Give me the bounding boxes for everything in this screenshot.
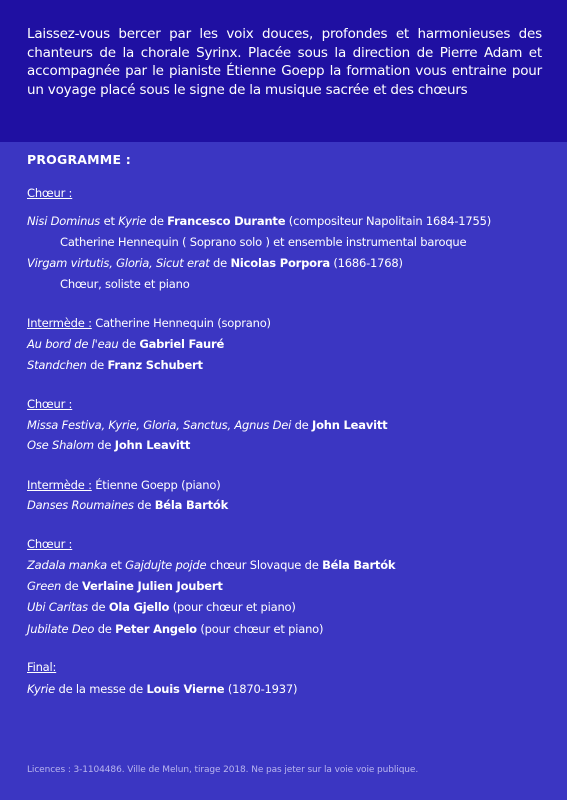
composer-name: Peter Angelo bbox=[115, 622, 197, 636]
connector-text: chœur Slovaque de bbox=[206, 558, 323, 572]
programme-item-bartok-danses bbox=[27, 498, 228, 512]
connector-text: de bbox=[133, 498, 155, 512]
connector-text: et bbox=[100, 214, 119, 228]
programme-item-vierne bbox=[27, 682, 297, 696]
connector-text: de bbox=[146, 214, 168, 228]
connector-text: de bbox=[209, 256, 231, 270]
work-title: Gajdujte pojde bbox=[125, 558, 207, 572]
performer-text: Catherine Hennequin (soprano) bbox=[91, 316, 271, 330]
composer-note: (pour chœur et piano) bbox=[169, 600, 296, 614]
connector-text: de bbox=[291, 418, 312, 432]
programme-heading: PROGRAMME : bbox=[27, 152, 131, 167]
work-title: Ose Shalom bbox=[27, 438, 94, 452]
programme-item-porpora bbox=[27, 256, 403, 270]
work-title: Danses Roumaines bbox=[27, 498, 134, 512]
composer-name: Béla Bartók bbox=[322, 558, 396, 572]
footer-licence: Licences : 3-1104486. Ville de Melun, tirage 2018. Ne pas jeter sur la voie voie publique. bbox=[27, 765, 419, 775]
section-intermede-2 bbox=[27, 478, 221, 492]
composer-name: Nicolas Porpora bbox=[230, 256, 330, 270]
composer-note: (1870-1937) bbox=[224, 682, 298, 696]
connector-text: de bbox=[118, 337, 140, 351]
section-choeur-2-title: Chœur : bbox=[27, 397, 73, 411]
programme-item-durante bbox=[27, 214, 491, 228]
work-title: Virgam virtutis, Gloria, Sicut erat bbox=[27, 256, 210, 270]
section-choeur-1-title: Chœur : bbox=[27, 186, 73, 200]
work-title: Green bbox=[27, 579, 62, 593]
composer-name: Louis Vierne bbox=[146, 682, 225, 696]
work-title: Missa Festiva, Kyrie, Gloria, Sanctus, Agnus Dei bbox=[27, 418, 292, 432]
section-intermede-2-title: Intermède : bbox=[27, 478, 92, 492]
programme-item-leavitt-shalom bbox=[27, 438, 190, 452]
connector-text: de bbox=[61, 579, 82, 593]
connector-text: de bbox=[86, 358, 108, 372]
composer-note: (pour chœur et piano) bbox=[196, 622, 324, 636]
work-title: Zadala manka bbox=[27, 558, 108, 572]
work-title: Kyrie bbox=[27, 682, 56, 696]
connector-text: de bbox=[94, 622, 116, 636]
programme-item-detail: Chœur, soliste et piano bbox=[60, 277, 190, 291]
section-intermede-1 bbox=[27, 316, 271, 330]
programme-item-bartok-choeur bbox=[27, 558, 395, 572]
work-title: Standchen bbox=[27, 358, 87, 372]
composer-name: Béla Bartók bbox=[154, 498, 229, 512]
composer-name: Franz Schubert bbox=[107, 358, 203, 372]
work-title: Kyrie bbox=[118, 214, 147, 228]
connector-text: et bbox=[107, 558, 126, 572]
programme-item-faure bbox=[27, 337, 224, 351]
work-title: Nisi Dominus bbox=[27, 214, 101, 228]
programme-item-joubert bbox=[27, 579, 223, 593]
section-choeur-3-title: Chœur : bbox=[27, 537, 73, 551]
composer-name: Verlaine Julien Joubert bbox=[81, 579, 223, 593]
work-title: Ubi Caritas bbox=[27, 600, 88, 614]
work-title: Jubilate Deo bbox=[27, 622, 95, 636]
composer-name: John Leavitt bbox=[114, 438, 191, 452]
programme-item-angelo bbox=[27, 622, 323, 636]
composer-note: (1686-1768) bbox=[329, 256, 403, 270]
composer-name: Gabriel Fauré bbox=[139, 337, 225, 351]
intro-paragraph: Laissez-vous bercer par les voix douces, profondes et harmonieuses des chanteurs de la chorale Syrinx. Placée sous la direction de Pierre Adam et accompagnée par le pianiste Étienne Goepp la formation vous entraine pour un voyage placé sous le signe de la musique sacrée et des chœurs bbox=[27, 26, 542, 98]
composer-name: Ola Gjello bbox=[108, 600, 170, 614]
composer-name: John Leavitt bbox=[312, 418, 388, 432]
programme-item-gjeilo bbox=[27, 600, 296, 614]
programme-item-leavitt-missa bbox=[27, 418, 387, 432]
section-final-title: Final: bbox=[27, 660, 57, 674]
composer-name: Francesco Durante bbox=[167, 214, 286, 228]
performer-text: Étienne Goepp (piano) bbox=[91, 478, 221, 492]
programme-item-detail: Catherine Hennequin ( Soprano solo ) et ensemble instrumental baroque bbox=[60, 235, 467, 249]
programme-item-schubert bbox=[27, 358, 203, 372]
work-title: Au bord de l'eau bbox=[27, 337, 119, 351]
connector-text: de bbox=[87, 600, 109, 614]
intro-banner bbox=[0, 0, 567, 142]
section-intermede-1-title: Intermède : bbox=[27, 316, 92, 330]
composer-note: (compositeur Napolitain 1684-1755) bbox=[285, 214, 492, 228]
connector-text: de bbox=[93, 438, 115, 452]
connector-text: de la messe de bbox=[55, 682, 147, 696]
